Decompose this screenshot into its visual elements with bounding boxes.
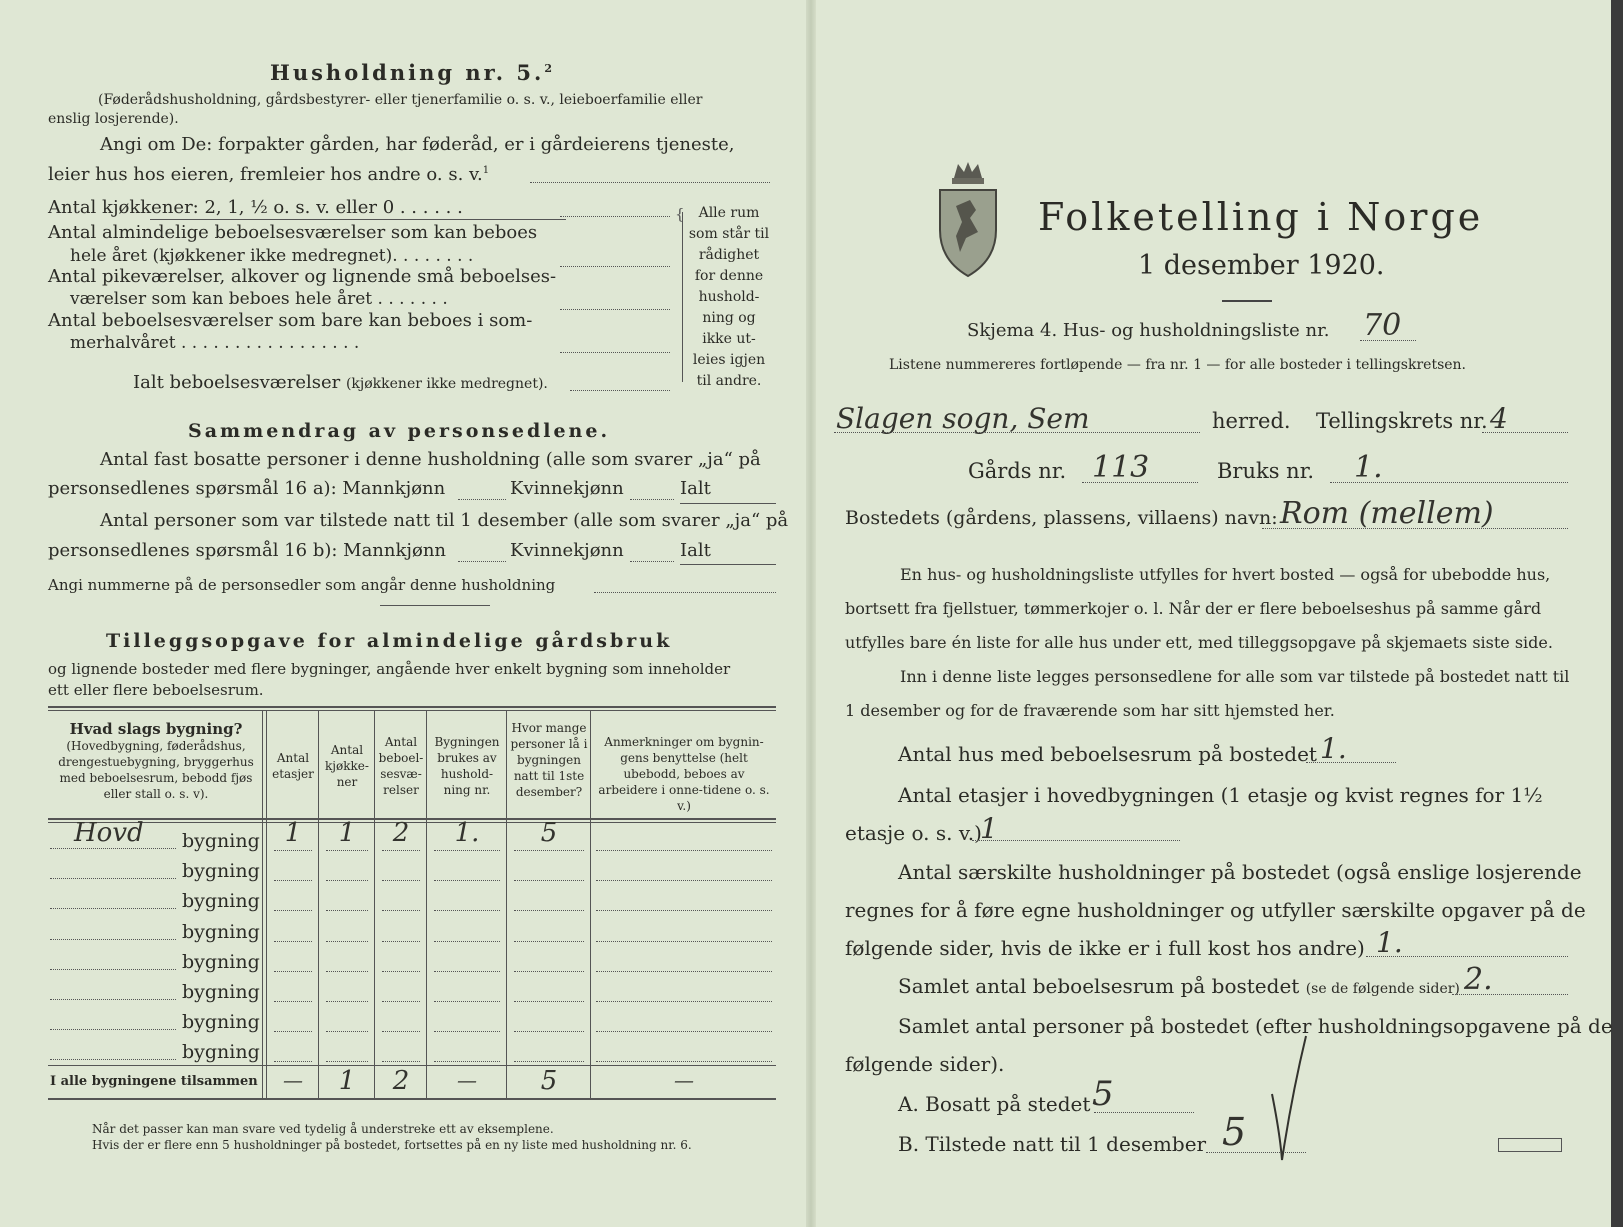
q-houses-line (1306, 762, 1396, 763)
row-cell-line (434, 1061, 500, 1062)
rooms-maid-2: værelser som kan beboes hele året . . . . . . . (70, 289, 448, 309)
summary-b-1: Antal personer som var tilstede natt til 1 desember (alle som svarer „ja“ på (100, 510, 789, 531)
herred-line (834, 432, 1200, 433)
row-building-suffix: bygning (182, 1011, 260, 1034)
rooms-ordinary-2: hele året (kjøkkener ikke medregnet). . . . . . . . (70, 246, 474, 266)
form-title: Folketelling i Norge (1038, 195, 1484, 239)
rooms-divider (150, 219, 566, 220)
summary-a-female: Kvinnekjønn (510, 478, 624, 499)
row-building-suffix: bygning (182, 890, 260, 913)
q-households-answer: 1. (1376, 926, 1403, 959)
angi-numbers-line (594, 592, 776, 593)
para1-3: utfylles bare én liste for alle hus under ett, med tilleggsopgave på skjemaets siste side. (845, 633, 1553, 652)
bosted-line (1262, 528, 1568, 529)
resident-label: A. Bosatt på stedet (898, 1092, 1091, 1116)
row-cell-line (274, 1061, 312, 1062)
bruks-line (1330, 482, 1568, 483)
col-header-kitchens: Antal kjøkke-ner (325, 743, 369, 789)
row-remarks-line (596, 1001, 772, 1002)
side-note-line: hushold- (698, 289, 760, 305)
row-cell-line (434, 880, 500, 881)
side-note-line: til andre. (696, 373, 762, 389)
row-cell-rom: 2 (392, 818, 410, 848)
para2-2: 1 desember og for de fraværende som har sitt hjemsted her. (845, 701, 1335, 720)
rooms-total: Ialt beboelsesværelser (kjøkkener ikke medregnet). (133, 372, 548, 393)
printer-stamp (1498, 1138, 1562, 1152)
total-rooms: 2 (392, 1066, 410, 1096)
title-rule (1222, 300, 1272, 302)
row-cell-line (274, 850, 312, 851)
row-cell-line (382, 880, 420, 881)
row-cell-line (326, 1031, 368, 1032)
row-name-line (50, 999, 176, 1000)
row-cell-hush: 1. (454, 818, 480, 848)
row-remarks-line (596, 971, 772, 972)
col-header-household: Bygningen brukes av hushold-ning nr. (434, 735, 500, 797)
total-household: — (457, 1068, 477, 1092)
row-cell-line (514, 1031, 584, 1032)
schema-number: 70 (1363, 308, 1402, 343)
footnote-2: Hvis der er flere enn 5 husholdninger på bostedet, fortsettes på en ny liste med husholdning nr. 6. (92, 1138, 692, 1152)
table-top-rule (48, 706, 776, 708)
footnote-1: Når det passer kan man svare ved tydelig å understreke ett av eksemplene. (92, 1122, 554, 1136)
q-households-2: regnes for å føre egne husholdninger og utfyller særskilte opgaver på de (845, 898, 1586, 922)
row-building-suffix: bygning (182, 860, 260, 883)
bosted-label: Bostedets (gårdens, plassens, villaens) navn: (845, 507, 1278, 529)
row-cell-line (434, 941, 500, 942)
row-cell-line (382, 850, 420, 851)
row-cell-pers: 5 (540, 818, 558, 848)
row-name-line (50, 1029, 176, 1030)
row-cell-line (274, 880, 312, 881)
side-note-line: Alle rum (698, 205, 760, 221)
row-cell-line (382, 1031, 420, 1032)
check-mark-icon (1270, 1034, 1310, 1164)
col-header-persons: Hvor mange personer lå i bygningen natt til 1ste desember? (510, 721, 588, 799)
row-name-line (50, 1059, 176, 1060)
col-divider (266, 710, 267, 1098)
col-header-rooms: Antal beboel-sesvæ-relser (378, 735, 424, 797)
summary-title: Sammendrag av personsedlene. (188, 420, 611, 442)
row-cell-line (326, 941, 368, 942)
row-building-suffix: bygning (182, 830, 260, 852)
row-cell-line (274, 910, 312, 911)
row-cell-etasjer: 1 (284, 818, 302, 848)
summary-a-female-line (630, 499, 674, 500)
kitchens-answer-line (560, 216, 670, 217)
summer-answer-line (560, 352, 670, 353)
row-name-line (50, 939, 176, 940)
q-persons-2: følgende sider). (845, 1052, 1005, 1076)
norway-coat-of-arms-icon (936, 160, 1000, 280)
q-houses-answer: 1. (1320, 732, 1347, 765)
brace-line (682, 212, 683, 382)
row-cell-line (382, 910, 420, 911)
gards-label: Gårds nr. (968, 459, 1067, 483)
table-total-label: I alle bygningene tilsammen (50, 1074, 258, 1089)
row-cell-line (514, 880, 584, 881)
side-note-line: for denne (694, 268, 764, 284)
rooms-ordinary-1: Antal almindelige beboelsesværelser som kan beboes (48, 222, 538, 243)
row-name-line (50, 878, 176, 879)
row-cell-line (326, 910, 368, 911)
summary-b-total: Ialt (680, 540, 711, 561)
side-note-line: rådighet (698, 247, 760, 263)
scan-edge (1611, 0, 1623, 1227)
q-households-line (1366, 956, 1568, 957)
bosted-name: Rom (mellem) (1280, 496, 1494, 531)
row-cell-line (382, 971, 420, 972)
household-intro-2: enslig losjerende). (48, 111, 179, 127)
bruks-number: 1. (1354, 450, 1383, 485)
list-note: Listene nummereres fortløpende — fra nr. 1 — for alle bosteder i tellingskretsen. (889, 357, 1467, 373)
row-remarks-line (596, 910, 772, 911)
row-cell-line (274, 941, 312, 942)
gards-line (1082, 482, 1198, 483)
row-cell-line (434, 850, 500, 851)
row-cell-line (514, 910, 584, 911)
col-divider (506, 710, 507, 1098)
row-cell-line (514, 1001, 584, 1002)
row-building-suffix: bygning (182, 920, 260, 943)
summary-b-male-line (458, 561, 506, 562)
row-building-name: Hovd (74, 818, 144, 848)
col-header-floors: Antal etasjer (272, 751, 314, 781)
total-remarks: — (674, 1068, 694, 1092)
form-date: 1 desember 1920. (1138, 250, 1385, 281)
ordinary-answer-line (560, 266, 670, 267)
row-remarks-line (596, 880, 772, 881)
col-divider (318, 710, 319, 1098)
total-persons: 5 (540, 1066, 558, 1096)
short-rule (380, 605, 490, 606)
row-cell-line (326, 850, 368, 851)
maid-answer-line (560, 309, 670, 310)
present-label: B. Tilstede natt til 1 desember (898, 1132, 1207, 1156)
row-name-line (50, 969, 176, 970)
q-households-3: følgende sider, hvis de ikke er i full kost hos andre) (845, 936, 1365, 960)
row-cell-line (382, 1061, 420, 1062)
side-note (686, 203, 772, 392)
brace: { (675, 205, 685, 223)
q-households-1: Antal særskilte husholdninger på bostedet (også enslige losjerende (898, 860, 1582, 884)
resident-answer: 5 (1092, 1074, 1114, 1114)
rooms-kitchens: Antal kjøkkener: 2, 1, ½ o. s. v. eller 0 . . . . . . (48, 197, 463, 218)
present-answer: 5 (1222, 1110, 1247, 1154)
row-cell-line (514, 850, 584, 851)
row-cell-line (326, 1001, 368, 1002)
supplement-2: ett eller flere beboelsesrum. (48, 681, 264, 699)
total-kitchens: 1 (338, 1066, 356, 1096)
total-floors: — (283, 1068, 303, 1092)
rooms-maid-1: Antal pikeværelser, alkover og lignende små beboelses- (48, 266, 557, 287)
side-note-line: ikke ut- (702, 331, 756, 347)
col-divider (426, 710, 427, 1098)
row-cell-line (514, 971, 584, 972)
row-cell-kjokken: 1 (338, 818, 356, 848)
table-bottom-rule (48, 1098, 776, 1100)
summary-a-total-line (680, 503, 776, 504)
row-cell-line (514, 941, 584, 942)
schema-label: Skjema 4. Hus- og husholdningsliste nr. (967, 320, 1330, 341)
q-rooms: Samlet antal beboelsesrum på bostedet (se de følgende sider) (898, 974, 1460, 998)
col-header-building-sub: (Hovedbygning, føderådshus, drengestuebygning, bryggerhus med beboelsesrum, bebodd fjøs eller stall o. s. v). (58, 739, 254, 801)
row-cell-line (382, 941, 420, 942)
row-name-line (50, 848, 176, 849)
row-remarks-line (596, 850, 772, 851)
household-title: Husholdning nr. 5.$^2$ (270, 60, 555, 85)
side-note-line: ning og (702, 310, 756, 326)
para1-2: bortsett fra fjellstuer, tømmerkojer o. l. Når der er flere beboelseshus på samme gård (845, 599, 1542, 618)
row-cell-line (434, 1031, 500, 1032)
herred-handwritten: Slagen sogn, Sem (836, 402, 1090, 435)
row-remarks-line (596, 1061, 772, 1062)
row-name-line (50, 908, 176, 909)
summary-a-2: personsedlenes spørsmål 16 a): Mannkjønn (48, 478, 446, 499)
q-houses: Antal hus med beboelsesrum på bostedet (898, 742, 1317, 766)
row-remarks-line (596, 1031, 772, 1032)
krets-label: Tellingskrets nr. (1316, 409, 1488, 433)
summary-b-total-line (680, 564, 776, 565)
rooms-summer-2: merhalvåret . . . . . . . . . . . . . . . . . (70, 333, 360, 353)
row-cell-line (274, 1031, 312, 1032)
q-floors-answer: 1 (980, 812, 998, 845)
col-header-building-title: Hvad slags bygning? (69, 720, 243, 738)
resident-line (1094, 1112, 1194, 1113)
summary-b-2: personsedlenes spørsmål 16 b): Mannkjønn (48, 540, 447, 561)
page-fold (806, 0, 816, 1227)
row-cell-line (326, 880, 368, 881)
q-floors-1: Antal etasjer i hovedbygningen (1 etasje og kvist regnes for 1½ (898, 783, 1543, 807)
herred-label: herred. (1212, 409, 1291, 433)
row-building-suffix: bygning (182, 981, 260, 1003)
side-note-line: som står til (688, 226, 770, 242)
row-building-suffix: bygning (182, 1041, 260, 1064)
bruks-label: Bruks nr. (1217, 459, 1315, 483)
col-header-building (50, 720, 262, 802)
row-building-suffix: bygning (182, 950, 260, 973)
col-header-remarks: Anmerkninger om bygnin-gens benyttelse (helt ubebodd, beboes av arbeidere i onne-tidene o. s. v.) (598, 735, 770, 813)
para1-1: En hus- og husholdningsliste utfylles for hvert bosted — også for ubebodde hus, (900, 565, 1551, 584)
row-cell-line (434, 910, 500, 911)
row-remarks-line (596, 941, 772, 942)
rooms-summer-1: Antal beboelsesværelser som bare kan beboes i som- (48, 310, 533, 331)
q-rooms-answer: 2. (1464, 962, 1493, 997)
col-divider (374, 710, 375, 1098)
q-rooms-line (1452, 994, 1568, 995)
angi-line-1: Angi om De: forpakter gården, har føderåd, er i gårdeierens tjeneste, (100, 134, 735, 155)
angi-answer-line (530, 182, 770, 183)
q-floors-2: etasje o. s. v.) (845, 821, 982, 845)
summary-a-male-line (458, 499, 506, 500)
col-divider (262, 710, 263, 1098)
summary-b-female: Kvinnekjønn (510, 540, 624, 561)
summary-b-female-line (630, 561, 674, 562)
krets-line (1482, 432, 1568, 433)
supplement-1: og lignende bosteder med flere bygninger, angående hver enkelt bygning som inneholder (48, 660, 731, 678)
gards-number: 113 (1092, 450, 1150, 485)
angi-numbers: Angi nummerne på de personsedler som angår denne husholdning (48, 576, 556, 594)
q-floors-line (972, 840, 1180, 841)
table-top-rule-2 (48, 710, 776, 711)
household-intro-1: (Føderådshusholdning, gårdsbestyrer- eller tjenerfamilie o. s. v., leieboerfamilie eller (98, 92, 703, 108)
row-cell-line (434, 971, 500, 972)
summary-a-1: Antal fast bosatte personer i denne husholdning (alle som svarer „ja“ på (100, 449, 761, 470)
rooms-total-answer-line (570, 390, 670, 391)
supplement-title: Tilleggsopgave for almindelige gårdsbruk (106, 630, 673, 652)
schema-number-line (1360, 340, 1416, 341)
para2-1: Inn i denne liste legges personsedlene for alle som var tilstede på bostedet natt til (900, 667, 1570, 686)
row-cell-line (274, 1001, 312, 1002)
row-cell-line (326, 971, 368, 972)
angi-line-2: leier hus hos eieren, fremleier hos andre o. s. v.$^1$ (48, 164, 490, 185)
summary-a-total: Ialt (680, 478, 711, 499)
row-cell-line (326, 1061, 368, 1062)
row-cell-line (274, 971, 312, 972)
row-cell-line (514, 1061, 584, 1062)
row-cell-line (382, 1001, 420, 1002)
col-divider (590, 710, 591, 1098)
krets-number: 4 (1490, 402, 1508, 435)
row-cell-line (434, 1001, 500, 1002)
side-note-line: leies igjen (692, 352, 766, 368)
q-persons-1: Samlet antal personer på bostedet (efter husholdningsopgavene på de (898, 1014, 1613, 1038)
